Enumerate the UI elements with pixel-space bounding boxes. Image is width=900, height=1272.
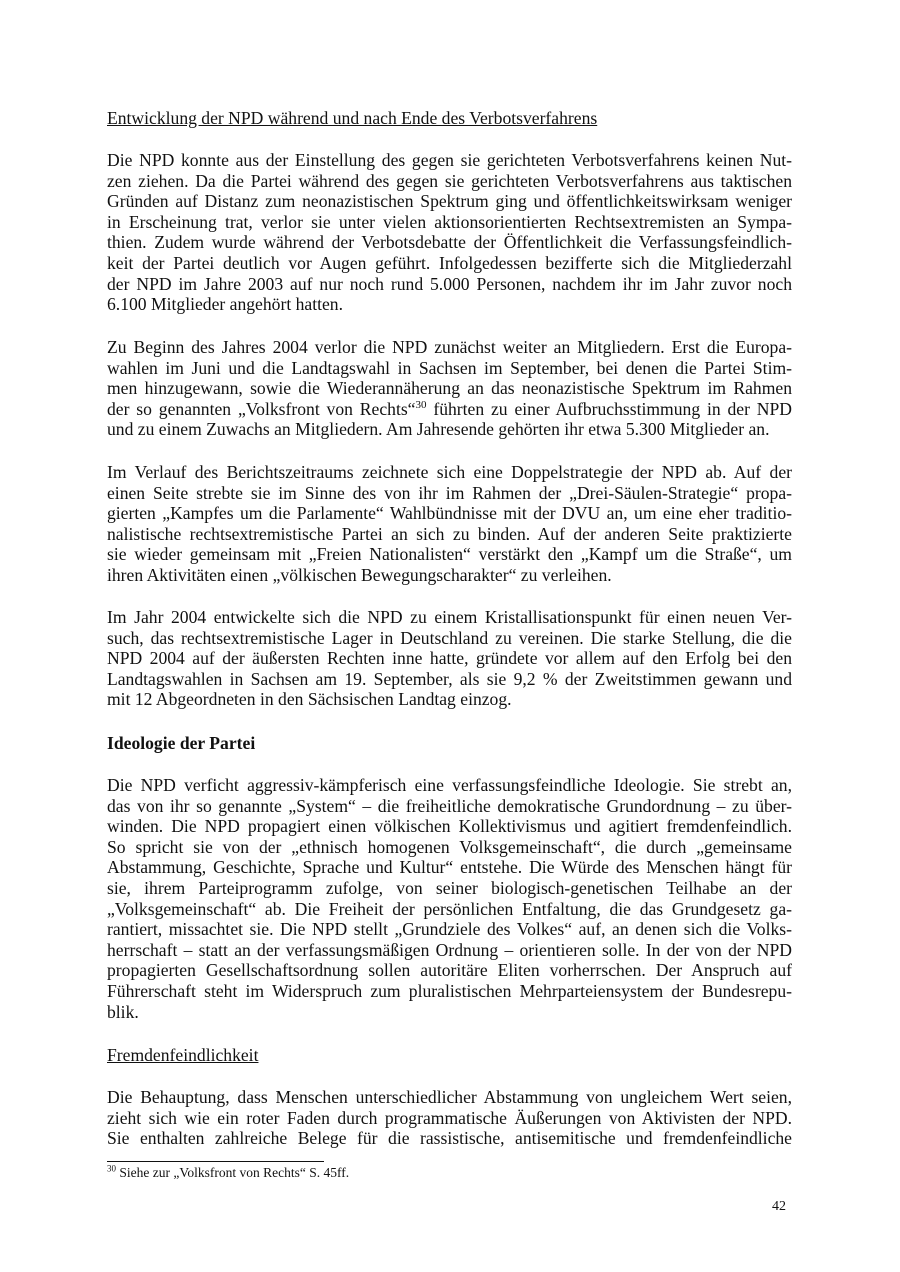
paragraph-fremdenfeindlichkeit [107,1087,792,1149]
text-segment: der so genannten „Volksfront von Rechts“ [107,398,416,419]
text-line: zieht sich wie ein roter Faden durch programmatische Äußerungen von Aktivisten der NPD. [107,1107,792,1128]
text-line: thien. Zudem wurde während der Verbotsdebatte der Öffentlichkeit die Verfassungsfeindlich- [107,232,792,253]
text-line: So spricht sie von der „ethnisch homogenen Volksgemeinschaft“, die durch „gemeinsame [107,836,792,857]
text-line: 6.100 Mitglieder angehört hatten. [107,294,343,315]
text-line: propagierten Gesellschaftsordnung sollen autoritäre Eliten vorherrschen. Der Anspruch auf [107,960,792,981]
text-line: und zu einem Zuwachs an Mitgliedern. Am Jahresende gehörten ihr etwa 5.300 Mitglieder an. [107,419,770,440]
paragraph-ideologie [107,775,792,1022]
text-line: NPD 2004 auf der äußersten Rechten inne hatte, gründete vor allem auf den Erfolg bei den [107,648,792,669]
text-line: Sie enthalten zahlreiche Belege für die rassistische, antisemitische und fremdenfeindliche [107,1128,792,1149]
text-line: das von ihr so genannte „System“ – die freiheitliche demokratische Grundordnung – zu über- [107,795,792,816]
text-line: sie, ihrem Parteiprogramm zufolge, von seiner biologisch-genetischen Teilhabe an der [107,877,792,898]
footnote-reference: 30 [415,398,427,411]
text-line: Im Verlauf des Berichtszeitraums zeichnete sich eine Doppelstrategie der NPD ab. Auf der [107,462,792,482]
footnote-number: 30 [107,1163,116,1174]
text-line: Landtagswahlen in Sachsen am 19. September, als sie 9,2 % der Zweitstimmen gewann und [107,668,792,689]
section-heading-ideologie: Ideologie der Partei [107,733,256,753]
text-line: Gründen auf Distanz zum neonazistischen Spektrum ging und öffentlichkeitswirksam weniger [107,191,792,212]
text-line: Die NPD konnte aus der Einstellung des gegen sie gerichteten Verbotsverfahrens keinen Nut- [107,150,792,170]
text-line: nalistische rechtsextremistische Partei an sich zu binden. Auf der anderen Seite praktizierte [107,523,792,544]
text-line: keit der Partei deutlich vor Augen geführt. Infolgedessen bezifferte sich die Mitgliederzahl [107,252,792,273]
text-line: Im Jahr 2004 entwickelte sich die NPD zu einem Kristallisationspunkt für einen neuen Ver- [107,607,792,627]
text-line: herrschaft – statt an der verfassungsmäßigen Ordnung – orientieren solle. In der von der NPD [107,939,792,960]
text-line: Die NPD verficht aggressiv-kämpferisch eine verfassungsfeindliche Ideologie. Sie strebt an, [107,775,792,795]
text-line: in Erscheinung trat, verlor sie unter vielen aktionsorientierten Rechtsextremisten an Sympa- [107,211,792,232]
text-line: ihren Aktivitäten einen „völkischen Bewegungscharakter“ zu verleihen. [107,564,612,585]
footnote-30 [107,1165,349,1181]
paragraph-doppelstrategie [107,462,792,586]
text-line: wahlen im Juni und die Landtagswahl in Sachsen im September, bei denen die Partei Stim- [107,357,792,378]
text-line: Zu Beginn des Jahres 2004 verlor die NPD zunächst weiter an Mitgliedern. Erst die Europa- [107,337,792,357]
text-line: blik. [107,1001,139,1022]
text-line: Führerschaft steht im Widerspruch zum pluralistischen Mehrparteiensystem der Bundesrepu- [107,980,792,1001]
paragraph-verbotsverfahren [107,150,792,315]
text-line: zen ziehen. Da die Partei während des gegen sie gerichteten Verbotsverfahrens aus taktischen [107,170,792,191]
text-line: rantiert, missachtet sie. Die NPD stellt „Grundziele des Volkes“ auf, an denen sich die Volks- [107,919,792,940]
text-line: der NPD im Jahre 2003 auf nur noch rund 5.000 Personen, nachdem ihr im Jahr zuvor noch [107,273,792,294]
page-number: 42 [772,1199,786,1214]
text-line: gierten „Kampfes um die Parlamente“ Wahlbündnisse mit der DVU an, um eine eher traditio- [107,503,792,524]
footnote-separator [107,1161,324,1162]
text-line: Die Behauptung, dass Menschen unterschiedlicher Abstammung von ungleichem Wert seien, [107,1087,792,1107]
text-segment: führten zu einer Aufbruchsstimmung in der NPD [426,398,793,419]
paragraph-kristallisationspunkt [107,607,792,710]
text-line: Abstammung, Geschichte, Sprache und Kultur“ entstehe. Die Würde des Menschen hängt für [107,857,792,878]
footnote-text: Siehe zur „Volksfront von Rechts“ S. 45ff. [116,1165,350,1180]
text-line: such, das rechtsextremistische Lager in Deutschland zu vereinen. Die starke Stellung, die die [107,627,792,648]
text-line: „Volksgemeinschaft“ ab. Die Freiheit der persönlichen Entfaltung, die das Grundgesetz ga- [107,898,792,919]
text-line: einen Seite strebte sie im Sinne des von ihr im Rahmen der „Drei-Säulen-Strategie“ propa- [107,482,792,503]
text-line-with-footnote-ref [107,399,792,420]
text-line: men hinzugewann, sowie die Wiederannäherung an das neonazistische Spektrum im Rahmen [107,378,792,399]
text-line: winden. Die NPD propagiert einen völkischen Kollektivismus und agitiert fremdenfeindlich. [107,816,792,837]
section-heading-npd-development: Entwicklung der NPD während und nach Ende des Verbotsverfahrens [107,108,598,128]
section-heading-fremdenfeindlichkeit: Fremdenfeindlichkeit [107,1045,259,1065]
text-line: sie wieder gemeinsam mit „Freien Nationalisten“ verstärkt den „Kampf um die Straße“, um [107,544,792,565]
paragraph-mitglieder-2004 [107,337,792,440]
text-line: mit 12 Abgeordneten in den Sächsischen Landtag einzog. [107,689,512,710]
